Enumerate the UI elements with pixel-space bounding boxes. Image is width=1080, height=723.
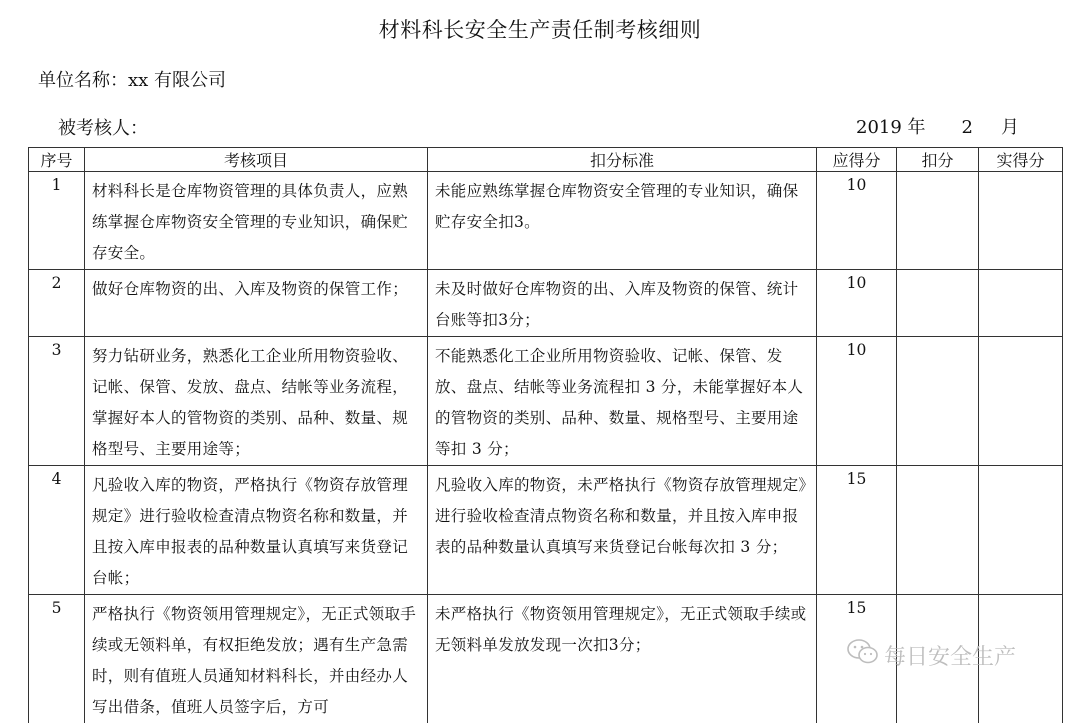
assessee-label: 被考核人： (58, 114, 148, 140)
row-no: 2 (29, 270, 85, 337)
row-deduction (897, 270, 979, 337)
document-title: 材料科长安全生产责任制考核细则 (0, 14, 1080, 44)
row-no: 1 (29, 172, 85, 270)
wechat-icon (846, 638, 884, 672)
assessment-table (28, 147, 1063, 723)
table-row (29, 466, 1063, 595)
row-actual (979, 337, 1063, 466)
row-no: 4 (29, 466, 85, 595)
table-header-row (29, 148, 1063, 172)
row-item: 严格执行《物资领用管理规定》，无正式领取手续或无领料单，有权拒绝发放；遇有生产急需时，则有值班人员通知材料科长，并由经办人写出借条，值班人员签字后，方可 (85, 595, 428, 723)
row-actual (979, 466, 1063, 595)
row-score: 10 (817, 337, 897, 466)
header-score: 应得分 (817, 148, 897, 172)
row-deduction (897, 466, 979, 595)
header-deduction: 扣分 (897, 148, 979, 172)
table-row (29, 172, 1063, 270)
row-standard: 不能熟悉化工企业所用物资验收、记帐、保管、发放、盘点、结帐等业务流程扣 3 分，未能掌握好本人的管物资的类别、品种、数量、规格型号、主要用途等扣 3 分； (428, 337, 817, 466)
row-score: 10 (817, 270, 897, 337)
row-score: 15 (817, 466, 897, 595)
row-item: 努力钻研业务，熟悉化工企业所用物资验收、记帐、保管、发放、盘点、结帐等业务流程，掌握好本人的管物资的类别、品种、数量、规格型号、主要用途等； (85, 337, 428, 466)
watermark (846, 638, 1016, 672)
table-row (29, 270, 1063, 337)
header-no: 序号 (29, 148, 85, 172)
row-score: 10 (817, 172, 897, 270)
row-standard: 凡验收入库的物资，未严格执行《物资存放管理规定》进行验收检查清点物资名称和数量，并且按入库申报表的品种数量认真填写来货登记台帐每次扣 3 分； (428, 466, 817, 595)
row-score: 15 (817, 595, 897, 723)
unit-name: 单位名称：xx 有限公司 (38, 66, 226, 92)
assessment-date (856, 113, 1019, 139)
row-standard: 未及时做好仓库物资的出、入库及物资的保管、统计台账等扣3分； (428, 270, 817, 337)
row-actual (979, 270, 1063, 337)
row-no: 3 (29, 337, 85, 466)
header-standard: 扣分标准 (428, 148, 817, 172)
header-item: 考核项目 (85, 148, 428, 172)
row-standard: 未严格执行《物资领用管理规定》，无正式领取手续或无领料单发放发现一次扣3分； (428, 595, 817, 723)
row-no: 5 (29, 595, 85, 723)
header-actual: 实得分 (979, 148, 1063, 172)
row-standard: 未能应熟练掌握仓库物资安全管理的专业知识，确保贮存安全扣3。 (428, 172, 817, 270)
row-deduction (897, 337, 979, 466)
row-actual (979, 172, 1063, 270)
date-month-char: 月 (1001, 113, 1019, 139)
watermark-text: 每日安全生产 (884, 640, 1016, 671)
row-item: 材料科长是仓库物资管理的具体负责人，应熟练掌握仓库物资安全管理的专业知识，确保贮存安全。 (85, 172, 428, 270)
row-item: 做好仓库物资的出、入库及物资的保管工作； (85, 270, 428, 337)
row-deduction (897, 172, 979, 270)
date-month-number: 2 (962, 117, 973, 138)
table-row (29, 337, 1063, 466)
row-item: 凡验收入库的物资，严格执行《物资存放管理规定》进行验收检查清点物资名称和数量，并且按入库申报表的品种数量认真填写来货登记台帐； (85, 466, 428, 595)
date-year: 2019 年 (856, 113, 926, 139)
